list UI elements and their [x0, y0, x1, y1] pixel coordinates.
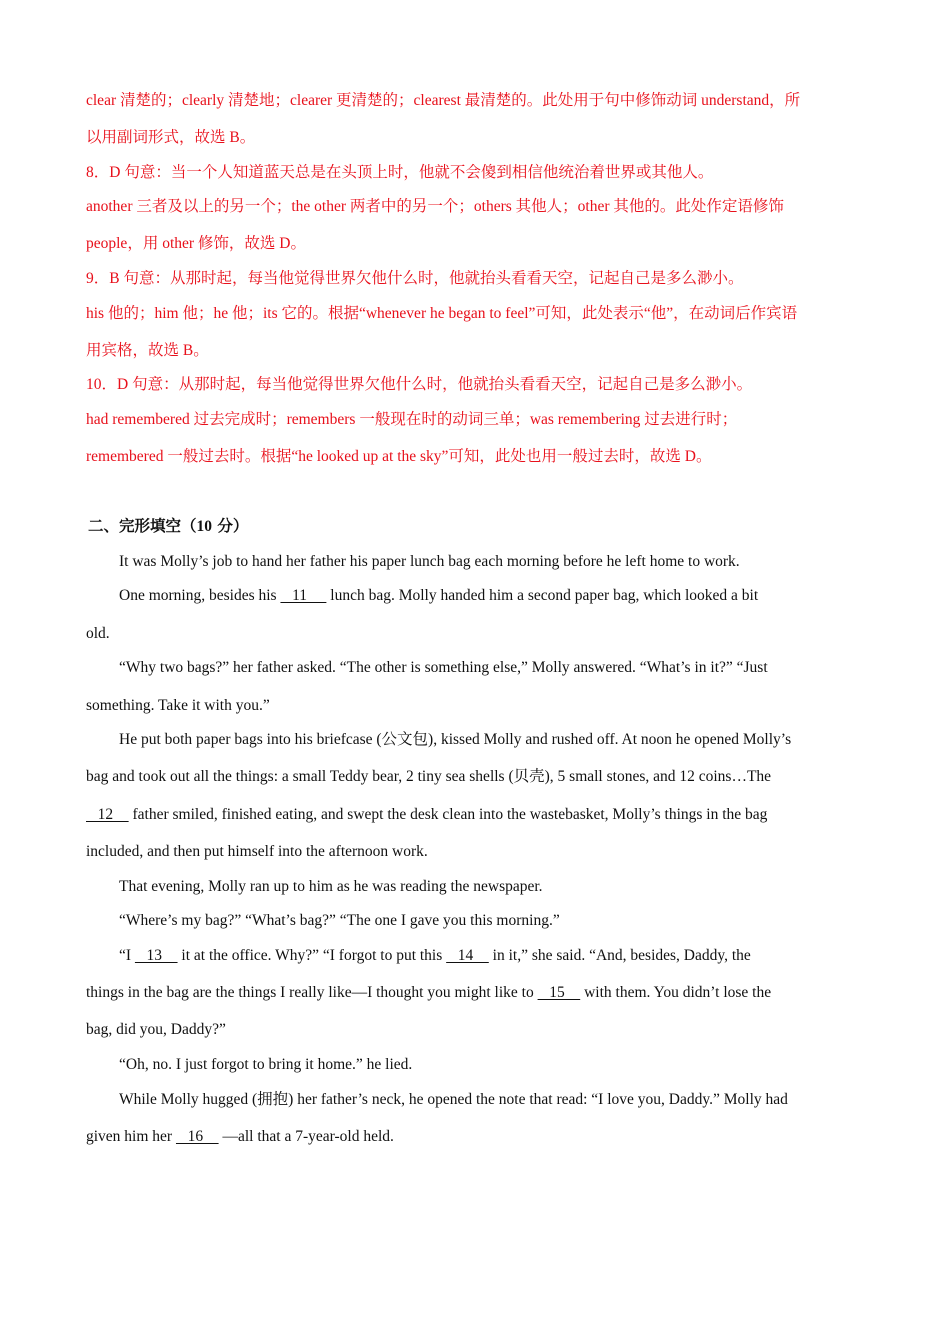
passage-line: He put both paper bags into his briefcase (公文包), kissed Molly and rushed off. At noon he opened Molly’s [119, 731, 792, 748]
answer-line: had remembered 过去完成时；remembers 一般现在时的动词三单；was remembering 过去进行时； [86, 411, 738, 428]
passage-line: given him her 16 —all that a 7-year-old held. [86, 1128, 394, 1145]
answer-line: his 他的；him 他；he 他；its 它的。根据“whenever he began to feel”可知，此处表示“他”，在动词后作宾语 [86, 305, 798, 322]
answer-line: 9．B 句意：从那时起，每当他觉得世界欠他什么时，他就抬头看看天空，记起自己是多么渺小。 [86, 270, 744, 287]
passage-line: things in the bag are the things I really like—I thought you might like to 15 with them. You didn’t lose the [86, 984, 772, 1001]
passage-line: bag, did you, Daddy?” [86, 1021, 226, 1038]
answer-line: remembered 一般过去时。根据“he looked up at the sky”可知，此处也用一般过去时，故选 D。 [86, 448, 712, 465]
passage-line: 12 father smiled, finished eating, and swept the desk clean into the wastebasket, Molly’s things in the bag [86, 806, 768, 823]
answer-line: 10．D 句意：从那时起，每当他觉得世界欠他什么时，他就抬头看看天空，记起自己是多么渺小。 [86, 376, 753, 393]
answer-line: 用宾格，故选 B。 [86, 342, 209, 359]
blank-11[interactable]: 11 [280, 587, 327, 604]
answer-line: 以用副词形式，故选 B。 [86, 129, 256, 146]
answer-line: 8．D 句意：当一个人知道蓝天总是在头顶上时，他就不会傻到相信他统治着世界或其他人。 [86, 164, 714, 181]
passage-line: While Molly hugged (拥抱) her father’s neck, he opened the note that read: “I love you, Daddy.” Molly had [119, 1091, 788, 1108]
blank-16[interactable]: 16 [175, 1128, 219, 1145]
answer-line: people，用 other 修饰，故选 D。 [86, 235, 306, 252]
passage-line: That evening, Molly ran up to him as he was reading the newspaper. [119, 878, 543, 895]
blank-12[interactable]: 12 [86, 806, 129, 823]
passage-line: It was Molly’s job to hand her father his paper lunch bag each morning before he left home to work. [119, 553, 740, 570]
passage-line: “Where’s my bag?” “What’s bag?” “The one I gave you this morning.” [119, 912, 560, 929]
blank-14[interactable]: 14 [446, 947, 489, 964]
blank-13[interactable]: 13 [134, 947, 178, 964]
passage-line: “Oh, no. I just forgot to bring it home.” he lied. [119, 1056, 413, 1073]
passage-line: something. Take it with you.” [86, 697, 270, 714]
passage-line: old. [86, 625, 110, 642]
passage-line: “Why two bags?” her father asked. “The other is something else,” Molly answered. “What’s in it?” “Just [119, 659, 768, 676]
section-heading: 二、完形填空（10 分） [88, 517, 249, 535]
passage-line: “I 13 it at the office. Why?” “I forgot to put this 14 in it,” she said. “And, besides, Daddy, the [119, 947, 751, 964]
answer-line: clear 清楚的；clearly 清楚地；clearer 更清楚的；clearest 最清楚的。此处用于句中修饰动词 understand，所 [86, 92, 801, 109]
passage-line: included, and then put himself into the afternoon work. [86, 843, 428, 860]
passage-line: bag and took out all the things: a small Teddy bear, 2 tiny sea shells (贝壳), 5 small stones, and 12 coins…The [86, 768, 772, 785]
passage-line: One morning, besides his 11 lunch bag. Molly handed him a second paper bag, which looked a bit [119, 587, 759, 604]
blank-15[interactable]: 15 [537, 984, 581, 1001]
answer-line: another 三者及以上的另一个；the other 两者中的另一个；others 其他人；other 其他的。此处作定语修饰 [86, 198, 784, 215]
